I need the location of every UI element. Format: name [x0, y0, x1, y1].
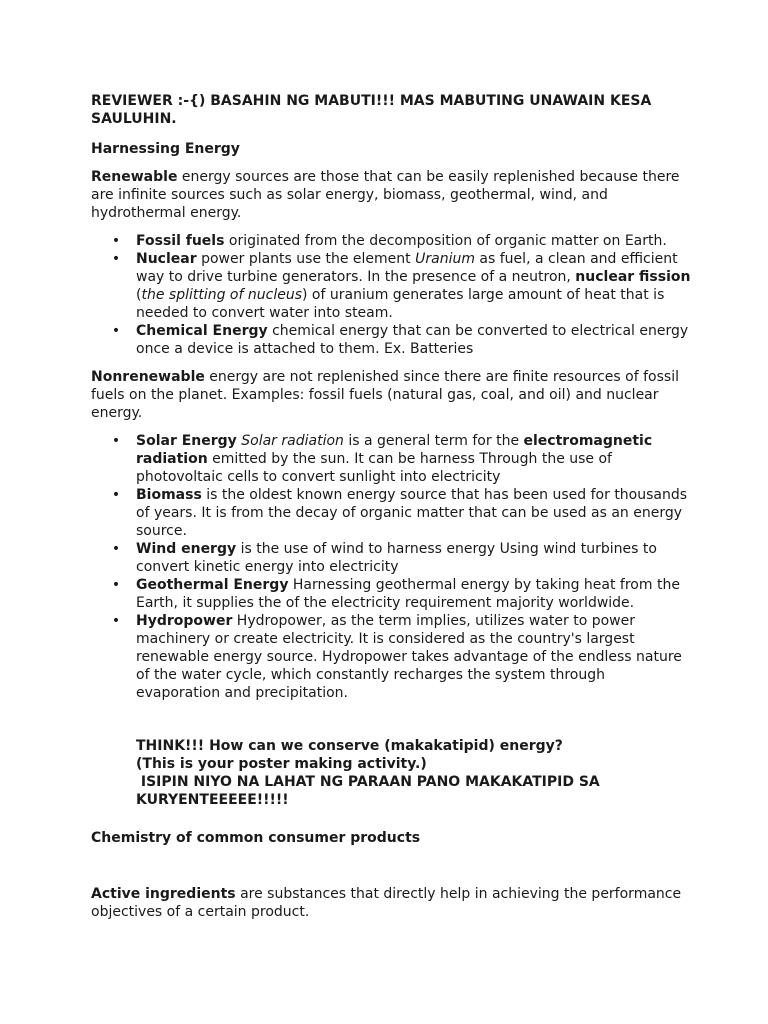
list-item: • Hydropower Hydropower, as the term implies, utilizes water to power machinery or create electricity. It is considered as the country's largest renewable energy source. Hydropower takes advantage of the endless nature of the water cycle, which constantly recharges the system through evaporation and precipitation. [111, 613, 682, 701]
document-title: REVIEWER :-{) BASAHIN NG MABUTI!!! MAS MABUTING UNAWAIN KESA SAULUHIN. [91, 93, 652, 127]
list-item: • Fossil fuels originated from the decomposition of organic matter on Earth. [111, 233, 667, 249]
bullet-icon: • [111, 577, 121, 593]
think-line: (This is your poster making activity.) [136, 756, 427, 772]
renewable-list [91, 232, 691, 358]
section-heading-harnessing-energy: Harnessing Energy [91, 141, 240, 157]
list-item: • Solar Energy Solar radiation is a general term for the electromagnetic radiation emitted by the sun. It can be harness Through the use of photovoltaic cells to convert sunlight into electricity [111, 433, 653, 485]
bullet-icon: • [111, 323, 121, 339]
nonrenewable-list [91, 432, 691, 702]
bullet-icon: • [111, 541, 121, 557]
list-item: • Geothermal Energy Harnessing geothermal energy by taking heat from the Earth, it supplies the of the electricity requirement majority worldwide. [111, 577, 680, 611]
think-line: ISIPIN NIYO NA LAHAT NG PARAAN PANO MAKAKATIPID SA KURYENTEEEEE!!!!! [136, 774, 605, 808]
renewable-paragraph: Renewable energy sources are those that can be easily replenished because there are infinite sources such as solar energy, biomass, geothermal, wind, and hydrothermal energy. [91, 169, 680, 221]
document-body [91, 92, 691, 921]
think-activity-block [136, 737, 691, 809]
bullet-icon: • [111, 251, 121, 267]
bullet-icon: • [111, 613, 121, 629]
bullet-icon: • [111, 233, 121, 249]
list-item: • Biomass is the oldest known energy source that has been used for thousands of years. It is from the decay of organic matter that can be used as an energy source. [111, 487, 688, 539]
bullet-icon: • [111, 433, 121, 449]
list-item: • Wind energy is the use of wind to harness energy Using wind turbines to convert kinetic energy into electricity [111, 541, 657, 575]
list-item: • Nuclear power plants use the element Uranium as fuel, a clean and efficient way to drive turbine generators. In the presence of a neutron, nuclear fission (the splitting of nucleus) of uranium generates large amount of heat that is needed to convert water into steam. [111, 251, 691, 321]
list-item: • Chemical Energy chemical energy that can be converted to electrical energy once a device is attached to them. Ex. Batteries [111, 323, 689, 357]
bullet-icon: • [111, 487, 121, 503]
section-heading-chemistry: Chemistry of common consumer products [91, 830, 421, 846]
nonrenewable-paragraph: Nonrenewable energy are not replenished since there are finite resources of fossil fuels on the planet. Examples: fossil fuels (natural gas, coal, and oil) and nuclear energy. [91, 369, 679, 421]
think-line: THINK!!! How can we conserve (makakatipid) energy? [136, 738, 563, 754]
active-ingredients-paragraph: Active ingredients are substances that directly help in achieving the performance objectives of a certain product. [91, 886, 682, 920]
